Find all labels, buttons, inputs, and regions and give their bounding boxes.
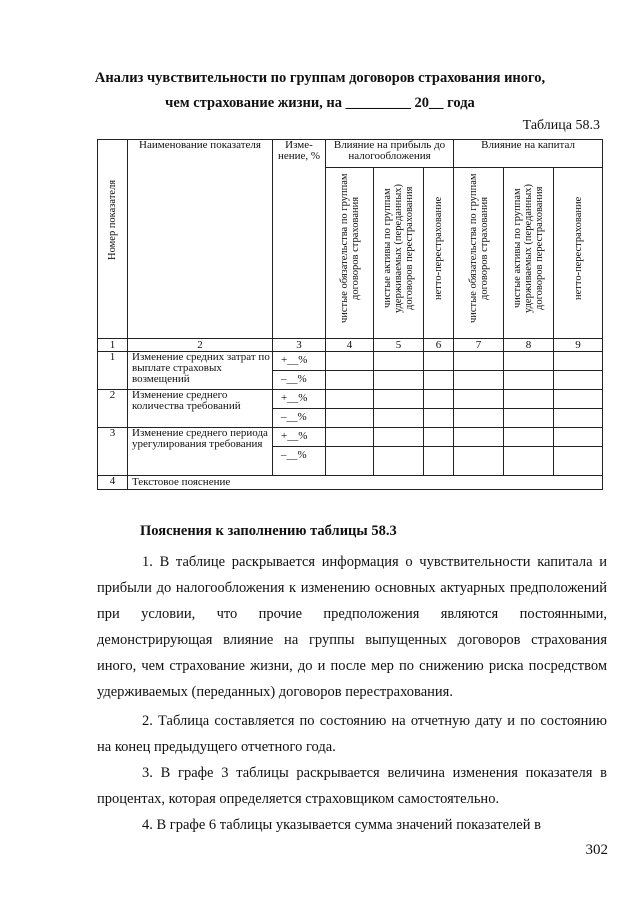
column-number-row xyxy=(98,339,603,352)
column-number: 5 xyxy=(374,339,424,352)
row-indicator-name: Изменение средних затрат по выплате страховых возмещений xyxy=(128,352,273,390)
header-group-profit: Влияние на прибыль до налогообложения xyxy=(326,140,454,168)
header-capital-obligations: чистые обязательства по группам договоров страхования xyxy=(454,168,504,339)
change-plus: +__% xyxy=(273,390,326,409)
change-plus: +__% xyxy=(273,428,326,447)
header-indicator-name: Наименование показателя xyxy=(128,140,273,339)
table-row xyxy=(98,390,603,409)
header-change-percent: Изме-нение, % xyxy=(273,140,326,339)
row-indicator-name: Изменение среднего периода урегулирования требования xyxy=(128,428,273,476)
paragraph-1: 1. В таблице раскрывается информация о чувствительности капитала и прибыли до налогообложения к изменению основных актуарных предположений при условии, что прочие предположения являются постоянными, демонстрирующая влияние на группы выпущенных договоров страхования иного, чем страхование жизни, до и после мер по снижению риска посредством удерживаемых (переданных) договоров перестрахования. xyxy=(97,554,607,700)
column-number: 7 xyxy=(454,339,504,352)
column-number: 2 xyxy=(128,339,273,352)
column-number: 8 xyxy=(504,339,554,352)
explanations-title: Пояснения к заполнению таблицы 58.3 xyxy=(140,523,397,539)
header-profit-assets: чистые активы по группам удерживаемых (переданных) договоров перестрахования xyxy=(374,168,424,339)
change-minus: –__% xyxy=(273,371,326,390)
document-title-line-2: чем страхование жизни, на _________ 20__ года xyxy=(165,95,475,111)
header-capital-assets: чистые активы по группам удерживаемых (переданных) договоров перестрахования xyxy=(504,168,554,339)
row-number: 4 xyxy=(98,476,128,490)
header-group-capital: Влияние на капитал xyxy=(454,140,603,168)
change-plus: +__% xyxy=(273,352,326,371)
paragraph-3: 3. В графе 3 таблицы раскрывается величина изменения показателя в процентах, которая определяется страховщиком самостоятельно. xyxy=(97,765,607,807)
table-row xyxy=(98,428,603,447)
change-minus: –__% xyxy=(273,409,326,428)
page-number: 302 xyxy=(585,842,608,858)
row-number: 1 xyxy=(98,352,128,390)
row-number: 3 xyxy=(98,428,128,476)
row-indicator-name: Изменение среднего количества требований xyxy=(128,390,273,428)
header-row-number: Номер показателя xyxy=(98,140,128,339)
column-number: 3 xyxy=(273,339,326,352)
header-capital-net: нетто-перестрахование xyxy=(554,168,603,339)
header-profit-obligations: чистые обязательства по группам договоров страхования xyxy=(326,168,374,339)
sensitivity-table xyxy=(97,139,603,490)
column-number: 4 xyxy=(326,339,374,352)
change-minus: –__% xyxy=(273,447,326,476)
header-profit-net: нетто-перестрахование xyxy=(424,168,454,339)
table-row xyxy=(98,352,603,371)
table-number: Таблица 58.3 xyxy=(522,118,600,133)
column-number: 1 xyxy=(98,339,128,352)
text-explanation: Текстовое пояснение xyxy=(128,476,603,490)
paragraph-4: 4. В графе 6 таблицы указывается сумма значений показателей в xyxy=(142,817,541,833)
paragraph-2: 2. Таблица составляется по состоянию на отчетную дату и по состоянию на конец предыдущего отчетного года. xyxy=(97,713,607,755)
document-title-line-1: Анализ чувствительности по группам договоров страхования иного, xyxy=(94,70,546,86)
row-number: 2 xyxy=(98,390,128,428)
table-row-note xyxy=(98,476,603,490)
column-number: 9 xyxy=(554,339,603,352)
column-number: 6 xyxy=(424,339,454,352)
